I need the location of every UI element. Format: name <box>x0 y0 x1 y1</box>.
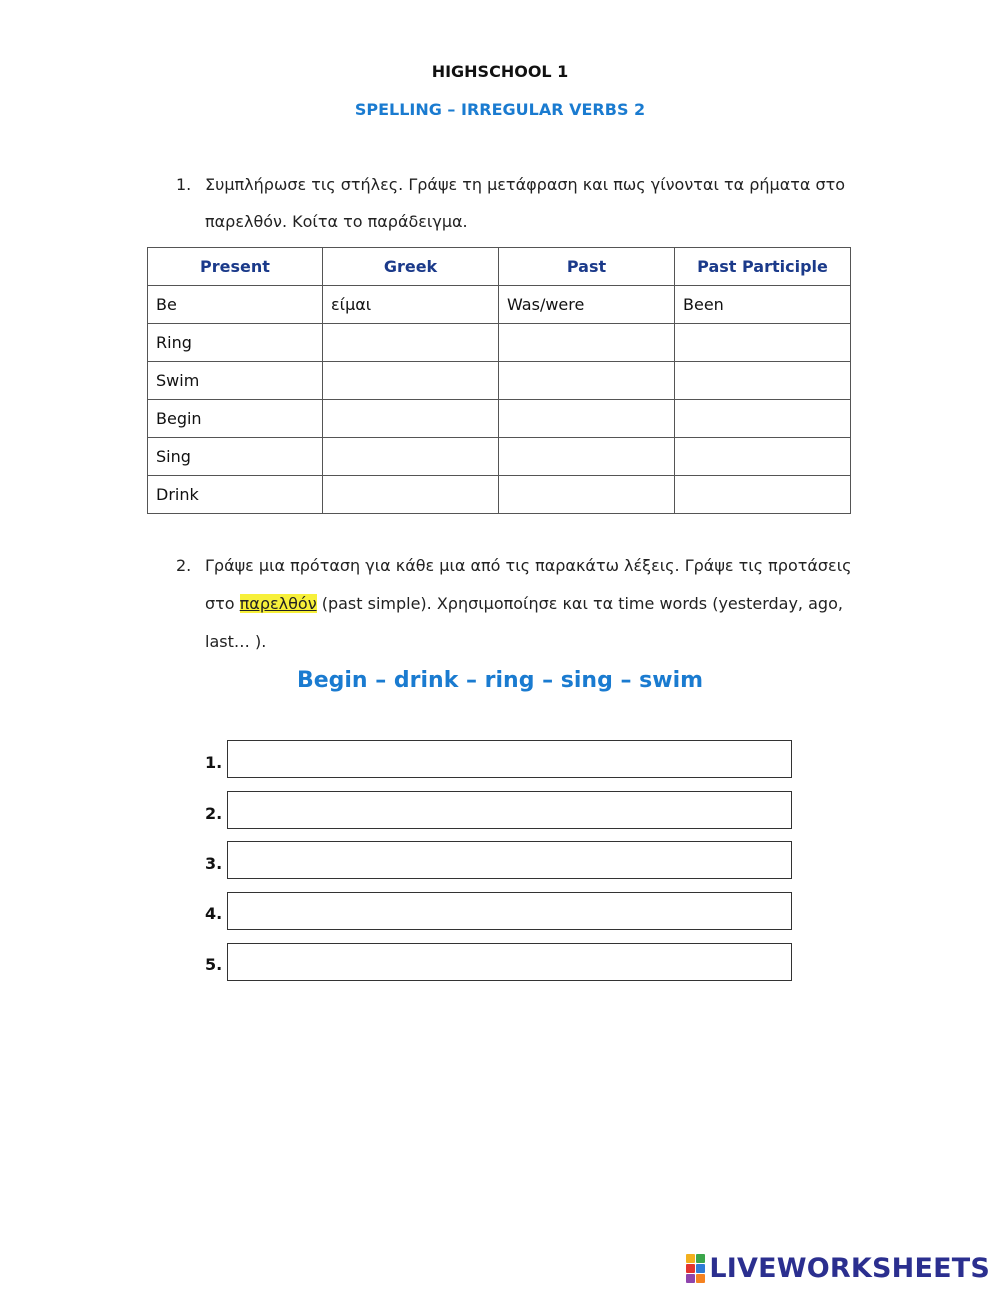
exercise-1-number: 1. <box>176 175 192 194</box>
instruction-text: στο <box>205 594 240 613</box>
greek-cell: είμαι <box>323 286 499 324</box>
past-participle-answer-cell[interactable] <box>675 324 851 362</box>
table-row <box>148 400 851 438</box>
logo-square <box>696 1264 705 1273</box>
exercise-2-instruction-line-1: Γράψε μια πρόταση για κάθε μια από τις παρακάτω λέξεις. Γράψε τις προτάσεις <box>205 556 852 575</box>
logo-square <box>696 1254 705 1263</box>
answer-input-5[interactable] <box>227 943 792 981</box>
past-participle-answer-cell[interactable] <box>675 400 851 438</box>
past-participle-answer-cell[interactable] <box>675 438 851 476</box>
present-cell: Ring <box>148 324 323 362</box>
table-row <box>148 286 851 324</box>
present-cell: Begin <box>148 400 323 438</box>
present-cell: Swim <box>148 362 323 400</box>
past-participle-cell: Been <box>675 286 851 324</box>
greek-answer-cell[interactable] <box>323 362 499 400</box>
past-answer-cell[interactable] <box>499 362 675 400</box>
present-cell: Drink <box>148 476 323 514</box>
highlighted-word: παρελθόν <box>239 594 317 613</box>
table-row <box>148 476 851 514</box>
logo-squares-icon <box>686 1254 705 1283</box>
past-participle-answer-cell[interactable] <box>675 362 851 400</box>
past-answer-cell[interactable] <box>499 400 675 438</box>
logo-square <box>686 1254 695 1263</box>
past-answer-cell[interactable] <box>499 438 675 476</box>
greek-answer-cell[interactable] <box>323 476 499 514</box>
present-cell: Sing <box>148 438 323 476</box>
exercise-2-number: 2. <box>176 556 192 575</box>
table-row <box>148 438 851 476</box>
answer-input-4[interactable] <box>227 892 792 930</box>
past-participle-answer-cell[interactable] <box>675 476 851 514</box>
greek-answer-cell[interactable] <box>323 324 499 362</box>
table-header-row <box>148 248 851 286</box>
past-cell: Was/were <box>499 286 675 324</box>
greek-answer-cell[interactable] <box>323 400 499 438</box>
answer-input-2[interactable] <box>227 791 792 829</box>
worksheet-subtitle: SPELLING – IRREGULAR VERBS 2 <box>354 100 646 119</box>
column-header-past-participle: Past Participle <box>675 248 851 286</box>
exercise-2-instruction-line-3: last… ). <box>205 632 267 651</box>
answer-label-5: 5. <box>205 955 223 974</box>
brand-text: LIVEWORKSHEETS <box>709 1253 990 1284</box>
exercise-1-instruction-line-2: παρελθόν. Κοίτα το παράδειγμα. <box>205 212 468 231</box>
answer-label-1: 1. <box>205 753 223 772</box>
logo-square <box>686 1274 695 1283</box>
instruction-text: (past simple). Χρησιμοποίησε και τα time words (yesterday, ago, <box>316 594 843 613</box>
table-row <box>148 324 851 362</box>
word-list: Begin – drink – ring – sing – swim <box>296 668 704 693</box>
answer-label-4: 4. <box>205 904 223 923</box>
table-row <box>148 362 851 400</box>
exercise-2-instruction-line-2 <box>205 594 843 613</box>
column-header-greek: Greek <box>323 248 499 286</box>
answer-label-2: 2. <box>205 804 223 823</box>
exercise-1-instruction-line-1: Συμπλήρωσε τις στήλες. Γράψε τη μετάφραση και πως γίνονται τα ρήματα στο <box>205 175 846 194</box>
answer-input-1[interactable] <box>227 740 792 778</box>
greek-answer-cell[interactable] <box>323 438 499 476</box>
past-answer-cell[interactable] <box>499 476 675 514</box>
answer-label-3: 3. <box>205 854 223 873</box>
irregular-verbs-table <box>147 247 851 514</box>
worksheet-title: HIGHSCHOOL 1 <box>431 62 569 81</box>
column-header-past: Past <box>499 248 675 286</box>
column-header-present: Present <box>148 248 323 286</box>
present-cell: Be <box>148 286 323 324</box>
answer-input-3[interactable] <box>227 841 792 879</box>
logo-square <box>696 1274 705 1283</box>
liveworksheets-logo <box>686 1253 990 1284</box>
past-answer-cell[interactable] <box>499 324 675 362</box>
logo-square <box>686 1264 695 1273</box>
